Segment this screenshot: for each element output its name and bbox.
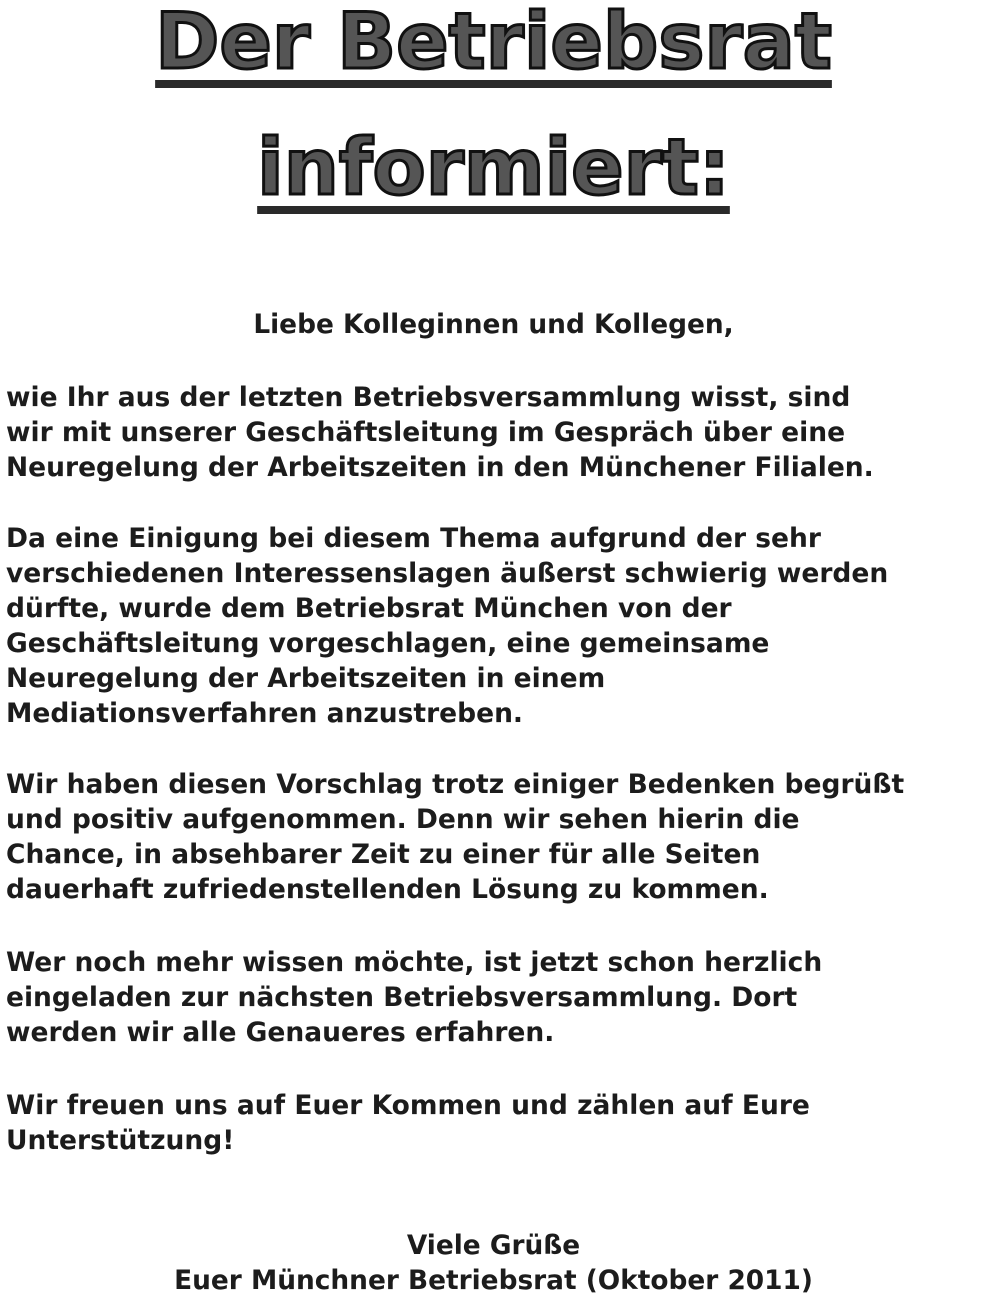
paragraph-line: Da eine Einigung bei diesem Thema aufgrund der sehr (6, 523, 821, 554)
paragraph-line: Wir haben diesen Vorschlag trotz einiger Bedenken begrüßt (6, 769, 905, 800)
paragraph-line: wie Ihr aus der letzten Betriebsversammlung wisst, sind (6, 382, 851, 413)
paragraph-1 (6, 380, 981, 485)
closing-greeting: Viele Grüße (406, 1231, 581, 1261)
paragraph-line: wir mit unserer Geschäftsleitung im Gespräch über eine (6, 417, 846, 448)
paragraph-2 (6, 521, 981, 731)
paragraph-3 (6, 767, 981, 907)
title-line-1: Der Betriebsrat (155, 0, 832, 87)
paragraph-line: Chance, in absehbarer Zeit zu einer für alle Seiten (6, 839, 761, 870)
paragraph-line: Mediationsverfahren anzustreben. (6, 698, 523, 729)
paragraph-line: Unterstützung! (6, 1125, 235, 1156)
paragraph-5 (6, 1088, 981, 1158)
paragraph-line: Geschäftsleitung vorgeschlagen, eine gemeinsame (6, 628, 770, 659)
title-line-2: informiert: (257, 123, 730, 213)
paragraph-line: Neuregelung der Arbeitszeiten in einem (6, 663, 606, 694)
paragraph-line: eingeladen zur nächsten Betriebsversammlung. Dort (6, 982, 798, 1013)
paragraph-line: werden wir alle Genaueres erfahren. (6, 1017, 555, 1048)
paragraph-line: verschiedenen Interessenslagen äußerst schwierig werden (6, 558, 889, 589)
paragraph-line: und positiv aufgenommen. Denn wir sehen hierin die (6, 804, 800, 835)
paragraph-4 (6, 945, 981, 1050)
salutation: Liebe Kolleginnen und Kollegen, (253, 310, 734, 340)
paragraph-line: Wer noch mehr wissen möchte, ist jetzt schon herzlich (6, 947, 823, 978)
paragraph-line: dauerhaft zufriedenstellenden Lösung zu kommen. (6, 874, 769, 905)
closing-signature: Euer Münchner Betriebsrat (Oktober 2011) (174, 1266, 813, 1296)
paragraph-line: Wir freuen uns auf Euer Kommen und zählen auf Eure (6, 1090, 810, 1121)
paragraph-line: Neuregelung der Arbeitszeiten in den Münchener Filialen. (6, 452, 874, 483)
paragraph-line: dürfte, wurde dem Betriebsrat München von der (6, 593, 732, 624)
